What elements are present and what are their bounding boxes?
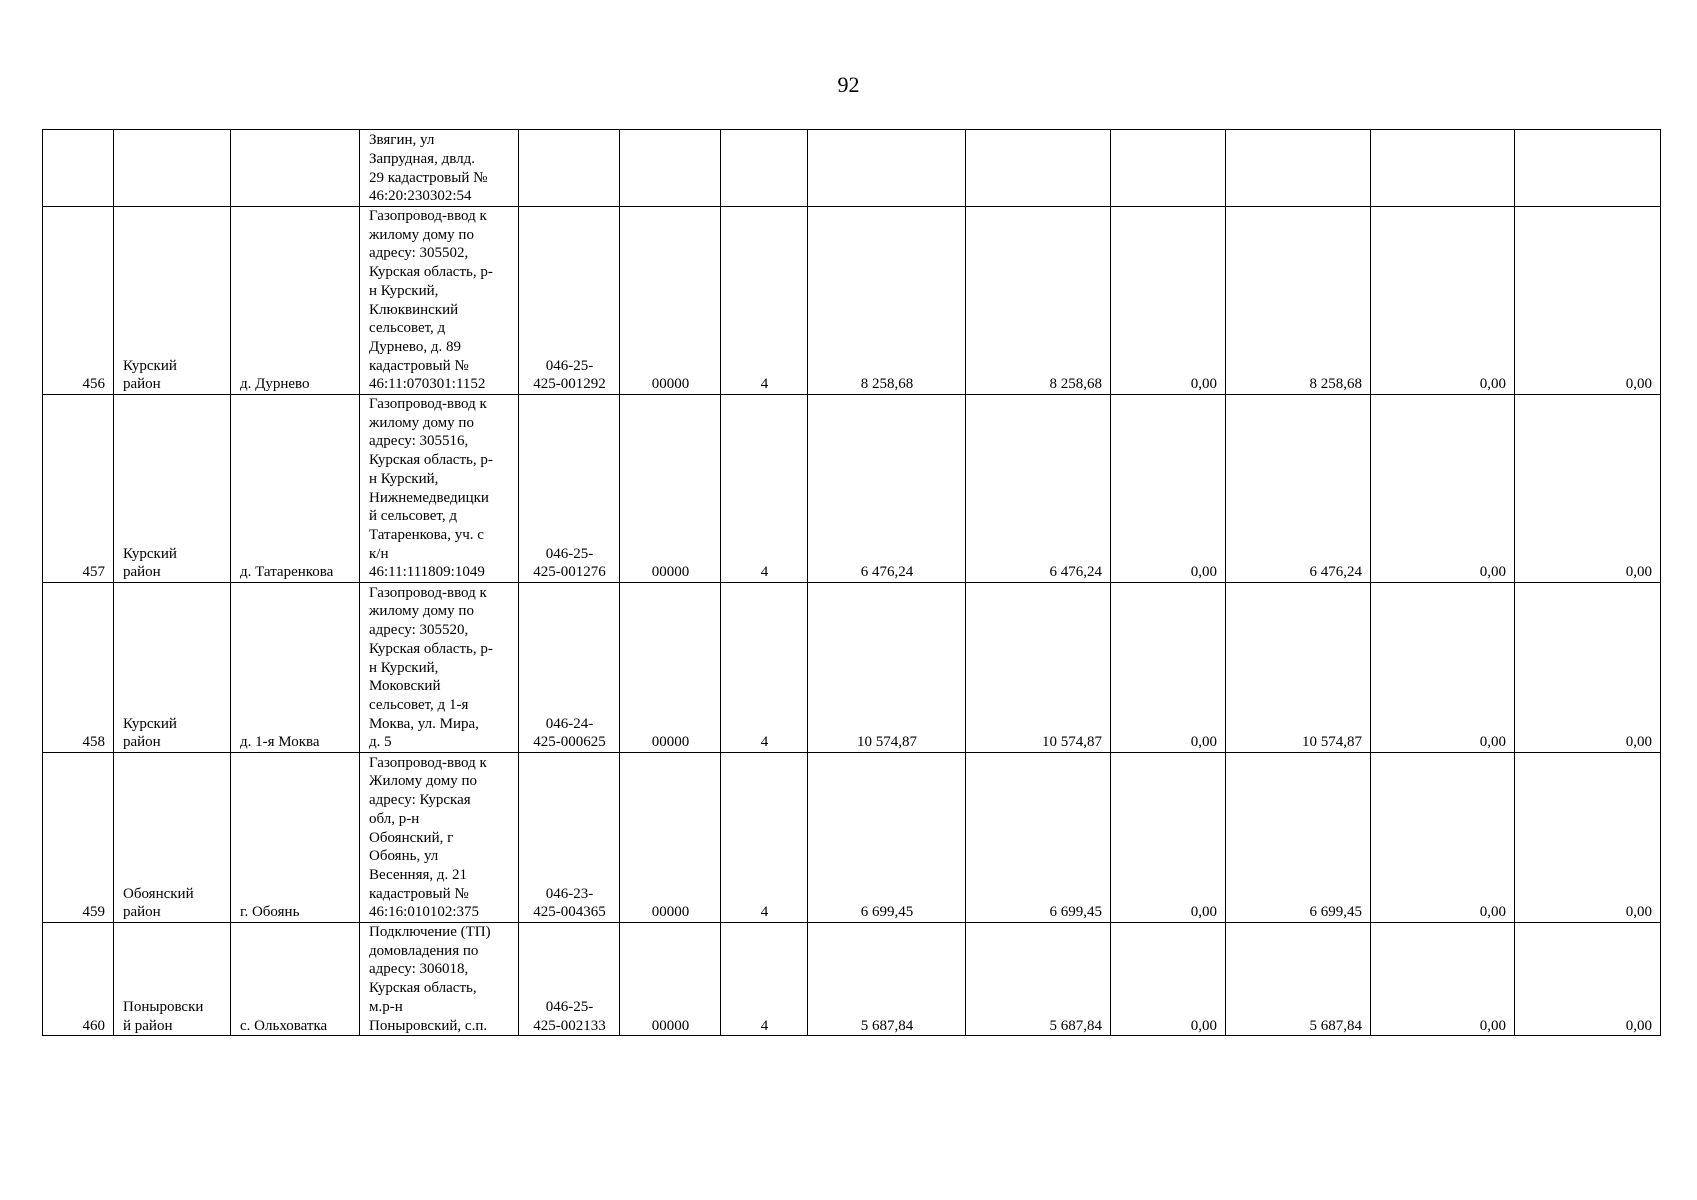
assets-table (42, 129, 1661, 1036)
category-cell (721, 130, 808, 207)
amount-cell: 0,00 (1515, 583, 1661, 753)
account-cell (620, 130, 721, 207)
amount-cell: 0,00 (1111, 583, 1226, 753)
amount-cell (808, 130, 966, 207)
address-cell: Газопровод-ввод к жилому дому по адресу: 305516, Курская область, р- н Курский, Нижнемедведицки й сельсовет, д Татаренкова, уч. с к/н 46:11:111809:1049 (360, 395, 519, 583)
row-number-cell: 457 (43, 395, 114, 583)
address-cell: Подключение (ТП) домовладения по адресу: 306018, Курская область, м.р-н Поныровский, с.п. (360, 923, 519, 1036)
amount-cell: 0,00 (1371, 583, 1515, 753)
amount-cell: 10 574,87 (966, 583, 1111, 753)
account-cell: 00000 (620, 923, 721, 1036)
amount-cell: 6 699,45 (808, 753, 966, 923)
amount-cell: 10 574,87 (808, 583, 966, 753)
amount-cell: 0,00 (1515, 395, 1661, 583)
category-cell: 4 (721, 395, 808, 583)
address-cell: Газопровод-ввод к Жилому дому по адресу: Курская обл, р-н Обоянский, г Обоянь, ул Весенняя, д. 21 кадастровый № 46:16:010102:375 (360, 753, 519, 923)
code-cell: 046-25- 425-001276 (519, 395, 620, 583)
address-cell: Газопровод-ввод к жилому дому по адресу: 305520, Курская область, р- н Курский, Моковский сельсовет, д 1-я Моква, ул. Мира, д. 5 (360, 583, 519, 753)
settlement-cell: д. Дурнево (231, 207, 360, 395)
amount-cell: 5 687,84 (966, 923, 1111, 1036)
table-row (43, 583, 1661, 753)
account-cell: 00000 (620, 395, 721, 583)
amount-cell: 5 687,84 (1226, 923, 1371, 1036)
amount-cell: 6 699,45 (1226, 753, 1371, 923)
table-row (43, 207, 1661, 395)
category-cell: 4 (721, 207, 808, 395)
amount-cell: 8 258,68 (1226, 207, 1371, 395)
amount-cell: 8 258,68 (808, 207, 966, 395)
code-cell: 046-25- 425-001292 (519, 207, 620, 395)
amount-cell (1515, 130, 1661, 207)
row-number-cell: 460 (43, 923, 114, 1036)
district-cell: Поныровски й район (114, 923, 231, 1036)
amount-cell: 0,00 (1371, 395, 1515, 583)
row-number-cell: 459 (43, 753, 114, 923)
settlement-cell (231, 130, 360, 207)
amount-cell (1226, 130, 1371, 207)
settlement-cell: с. Ольховатка (231, 923, 360, 1036)
table-row (43, 753, 1661, 923)
district-cell (114, 130, 231, 207)
code-cell: 046-24- 425-000625 (519, 583, 620, 753)
category-cell: 4 (721, 753, 808, 923)
code-cell (519, 130, 620, 207)
settlement-cell: д. 1-я Моква (231, 583, 360, 753)
amount-cell: 0,00 (1111, 395, 1226, 583)
amount-cell: 0,00 (1111, 207, 1226, 395)
table-row (43, 130, 1661, 207)
page-number: 92 (837, 72, 860, 97)
amount-cell (966, 130, 1111, 207)
category-cell: 4 (721, 923, 808, 1036)
row-number-cell: 456 (43, 207, 114, 395)
table-row (43, 923, 1661, 1036)
settlement-cell: г. Обоянь (231, 753, 360, 923)
address-cell: Газопровод-ввод к жилому дому по адресу: 305502, Курская область, р- н Курский, Клюквинский сельсовет, д Дурнево, д. 89 кадастровый № 46:11:070301:1152 (360, 207, 519, 395)
amount-cell: 0,00 (1111, 753, 1226, 923)
district-cell: Курский район (114, 395, 231, 583)
code-cell: 046-23- 425-004365 (519, 753, 620, 923)
amount-cell: 0,00 (1111, 923, 1226, 1036)
amount-cell: 0,00 (1515, 207, 1661, 395)
district-cell: Обоянский район (114, 753, 231, 923)
amount-cell: 8 258,68 (966, 207, 1111, 395)
amount-cell: 10 574,87 (1226, 583, 1371, 753)
amount-cell: 0,00 (1371, 753, 1515, 923)
amount-cell: 0,00 (1371, 923, 1515, 1036)
amount-cell: 6 476,24 (966, 395, 1111, 583)
district-cell: Курский район (114, 583, 231, 753)
amount-cell (1111, 130, 1226, 207)
code-cell: 046-25- 425-002133 (519, 923, 620, 1036)
row-number-cell: 458 (43, 583, 114, 753)
row-number-cell (43, 130, 114, 207)
amount-cell: 6 699,45 (966, 753, 1111, 923)
amount-cell: 5 687,84 (808, 923, 966, 1036)
account-cell: 00000 (620, 753, 721, 923)
address-cell: Звягин, ул Запрудная, двлд. 29 кадастровый № 46:20:230302:54 (360, 130, 519, 207)
amount-cell: 0,00 (1371, 207, 1515, 395)
amount-cell: 6 476,24 (808, 395, 966, 583)
amount-cell: 0,00 (1515, 923, 1661, 1036)
district-cell: Курский район (114, 207, 231, 395)
table-row (43, 395, 1661, 583)
category-cell: 4 (721, 583, 808, 753)
amount-cell: 0,00 (1515, 753, 1661, 923)
account-cell: 00000 (620, 207, 721, 395)
amount-cell: 6 476,24 (1226, 395, 1371, 583)
settlement-cell: д. Татаренкова (231, 395, 360, 583)
account-cell: 00000 (620, 583, 721, 753)
amount-cell (1371, 130, 1515, 207)
